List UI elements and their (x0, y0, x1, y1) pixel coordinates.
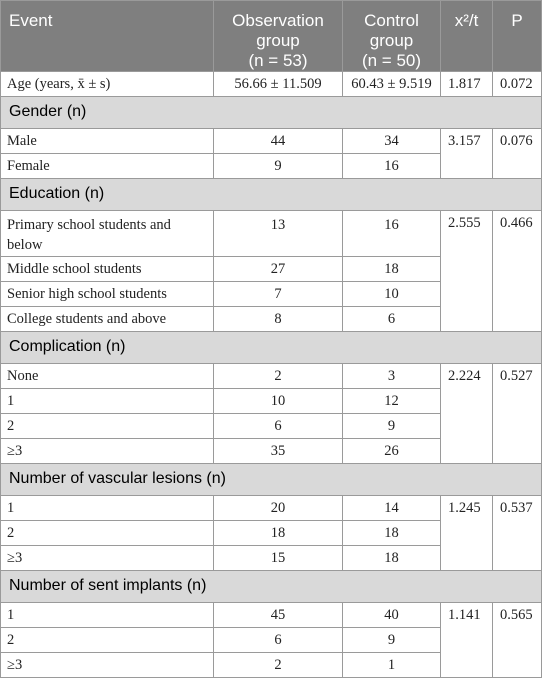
statistic-value: 2.224 (441, 364, 493, 464)
control-group-header: Control group (n = 50) (343, 1, 441, 72)
observation-value: 27 (214, 257, 343, 282)
section-title: Number of sent implants (n) (1, 571, 542, 603)
row-label: 2 (1, 628, 214, 653)
control-value: 12 (343, 389, 441, 414)
observation-value: 2 (214, 364, 343, 389)
observation-value: 6 (214, 628, 343, 653)
row-label: ≥3 (1, 546, 214, 571)
statistic-value: 1.245 (441, 496, 493, 571)
section-header-row (1, 332, 542, 364)
row-label: 1 (1, 389, 214, 414)
observation-value: 45 (214, 603, 343, 628)
statistic-header: x²/t (441, 1, 493, 72)
observation-value: 8 (214, 307, 343, 332)
table-row (1, 603, 542, 628)
section-header-row (1, 97, 542, 129)
row-label: College students and above (1, 307, 214, 332)
p-value: 0.527 (493, 364, 542, 464)
row-label: 2 (1, 521, 214, 546)
row-label: Senior high school students (1, 282, 214, 307)
section-title: Education (n) (1, 179, 542, 211)
observation-value: 44 (214, 129, 343, 154)
row-label: 1 (1, 603, 214, 628)
section-title: Number of vascular lesions (n) (1, 464, 542, 496)
control-value: 34 (343, 129, 441, 154)
row-label: Female (1, 154, 214, 179)
section-title: Complication (n) (1, 332, 542, 364)
observation-value: 6 (214, 414, 343, 439)
row-label: Primary school students and below (1, 211, 214, 257)
row-label: Male (1, 129, 214, 154)
row-label: ≥3 (1, 653, 214, 678)
table-row (1, 129, 542, 154)
control-value: 18 (343, 521, 441, 546)
control-value: 9 (343, 628, 441, 653)
statistic-value: 3.157 (441, 129, 493, 179)
p-value: 0.565 (493, 603, 542, 678)
observation-value: 9 (214, 154, 343, 179)
observation-value: 2 (214, 653, 343, 678)
control-value: 10 (343, 282, 441, 307)
age-p-value: 0.072 (493, 72, 542, 97)
age-statistic: 1.817 (441, 72, 493, 97)
control-value: 3 (343, 364, 441, 389)
section-title: Gender (n) (1, 97, 542, 129)
observation-value: 35 (214, 439, 343, 464)
section-header-row (1, 464, 542, 496)
control-value: 18 (343, 257, 441, 282)
control-value: 16 (343, 154, 441, 179)
p-value: 0.466 (493, 211, 542, 332)
row-label: 2 (1, 414, 214, 439)
control-value: 1 (343, 653, 441, 678)
observation-value: 18 (214, 521, 343, 546)
p-value: 0.537 (493, 496, 542, 571)
row-label: ≥3 (1, 439, 214, 464)
row-label: 1 (1, 496, 214, 521)
control-value: 9 (343, 414, 441, 439)
observation-value: 10 (214, 389, 343, 414)
control-value: 18 (343, 546, 441, 571)
age-row (1, 72, 542, 97)
section-header-row (1, 571, 542, 603)
observation-value: 13 (214, 211, 343, 257)
control-value: 16 (343, 211, 441, 257)
control-value: 40 (343, 603, 441, 628)
p-value: 0.076 (493, 129, 542, 179)
control-value: 14 (343, 496, 441, 521)
observation-group-header: Observation group (n = 53) (214, 1, 343, 72)
table-row (1, 496, 542, 521)
observation-value: 7 (214, 282, 343, 307)
statistic-value: 1.141 (441, 603, 493, 678)
statistic-value: 2.555 (441, 211, 493, 332)
age-label: Age (years, x̄ ± s) (1, 72, 214, 97)
header-row (1, 1, 542, 72)
age-control: 60.43 ± 9.519 (343, 72, 441, 97)
table-row (1, 211, 542, 257)
row-label: Middle school students (1, 257, 214, 282)
observation-value: 20 (214, 496, 343, 521)
p-value-header: P (493, 1, 542, 72)
event-header: Event (1, 1, 214, 72)
control-value: 26 (343, 439, 441, 464)
age-observation: 56.66 ± 11.509 (214, 72, 343, 97)
row-label: None (1, 364, 214, 389)
observation-n: (n = 53) (248, 51, 308, 70)
table-row (1, 364, 542, 389)
control-n: (n = 50) (361, 51, 422, 70)
section-header-row (1, 179, 542, 211)
control-value: 6 (343, 307, 441, 332)
observation-value: 15 (214, 546, 343, 571)
